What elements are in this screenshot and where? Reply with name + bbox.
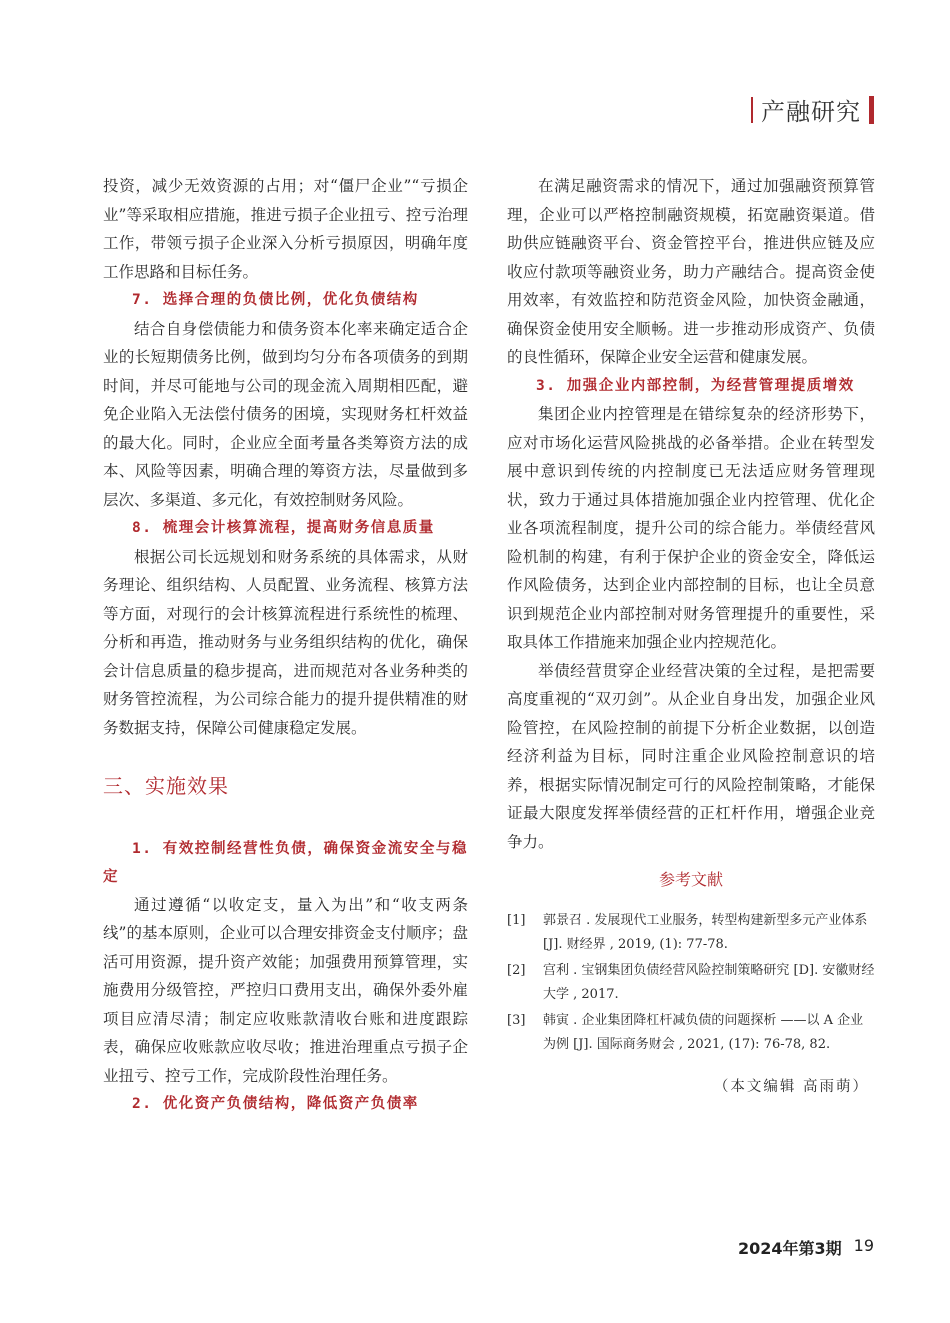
references-list [507,909,875,1057]
reference-item [507,959,875,1007]
left-column [103,172,468,1119]
issue-label: 2024年第3期 [737,1239,842,1258]
editor-credit: （本文编辑 高雨萌） [713,1078,869,1095]
page-footer [738,1236,874,1259]
paragraph-s3: 集团企业内控管理是在错综复杂的经济形势下，应对市场化运营风险挑战的必备举措。企业在转型发展中意识到传统的内控制度已无法适应财务管理现状，致力于通过具体措施加强企业内控管理、优化企业各项流程制度，提升公司的综合能力。举债经营风险机制的构建，有利于保护企业的资金安全，降低运作风险债务，达到企业内部控制的目标，也让全员意识到规范企业内部控制对财务管理提升的重要性，采取具体工作措施来加强企业内控规范化。 [507,405,875,651]
header-divider-right [869,96,874,124]
paragraph-s1: 通过遵循“以收定支，量入为出”和“收支两条线”的基本原则，企业可以合理安排资金支付顺序；盘活可用资源，提升资产效能；加强费用预算管理，实施费用分级管控，严控归口费用支出，确保外委外雇项目应清尽清；制定应收账款清收台账和进度跟踪表，确保应收账款应收尽收；推进治理重点亏损子企业扭亏、控亏工作，完成阶段性治理任务。 [103,895,468,1085]
reference-item [507,1009,875,1057]
column-header [751,92,874,127]
reference-number: [1] [507,912,526,928]
reference-number: [2] [507,962,526,978]
paragraph-last: 举债经营贯穿企业经营决策的全过程，是把需要高度重视的“双刃剑”。从企业自身出发，加强企业风险管控，在风险控制的前提下分析企业数据，以创造经济利益为目标，同时注重企业风险控制意识的培养，根据实际情况制定可行的风险控制策略，才能保证最大限度发挥举债经营的正杠杆作用，增强企业竞争力。 [507,661,875,851]
right-column [507,172,875,1101]
subheading-7: 7. 选择合理的负债比例，优化负债结构 [132,292,419,308]
subheading-s1: 1. 有效控制经营性负债，确保资金流安全与稳定 [103,840,468,885]
subheading-s3: 3. 加强企业内部控制，为经营管理提质增效 [536,377,855,394]
section-heading-3: 三、实施效果 [103,774,229,798]
references-title: 参考文献 [658,870,723,889]
paragraph-intro: 投资，减少无效资源的占用；对“僵尸企业”“亏损企业”等采取相应措施，推进亏损子企业扭亏、控亏治理工作，带领亏损子企业深入分析亏损原因，明确年度工作思路和目标任务。 [103,177,468,281]
reference-number: [3] [507,1012,526,1028]
header-divider-left [751,97,753,123]
reference-text: 郭景召 . 发展现代工业服务，转型构建新型多元产业体系 [J]. 财经界 , 2019, (1): 77-78. [543,912,868,952]
paragraph-8: 根据公司长远规划和财务系统的具体需求，从财务理论、组织结构、人员配置、业务流程、核算方法等方面，对现行的会计核算流程进行系统性的梳理、分析和再造，推动财务与业务组织结构的优化，确保会计信息质量的稳步提高，进而规范对各业务种类的财务管控流程，为公司综合能力的提升提供精准的财务数据支持，保障公司健康稳定发展。 [103,547,468,737]
subheading-s2: 2. 优化资产负债结构，降低资产负债率 [132,1096,419,1112]
column-title: 产融研究 [761,98,861,126]
paragraph-r1: 在满足融资需求的情况下，通过加强融资预算管理，企业可以严格控制融资规模，拓宽融资渠道。借助供应链融资平台、资金管控平台，推进供应链及应收应付款项等融资业务，助力产融结合。提高资金使用效率，有效监控和防范资金风险，加快资金融通，确保资金使用安全顺畅。进一步推动形成资产、负债的良性循环，保障企业安全运营和健康发展。 [507,177,875,366]
reference-text: 宫利 . 宝钢集团负债经营风险控制策略研究 [D]. 安徽财经大学 , 2017. [543,962,875,1002]
subheading-8: 8. 梳理会计核算流程，提高财务信息质量 [132,520,435,536]
reference-item [507,909,875,957]
page-number: 19 [853,1236,874,1255]
paragraph-7: 结合自身偿债能力和债务资本化率来确定适合企业的长短期债务比例，做到均匀分布各项债务的到期时间，并尽可能地与公司的现金流入周期相匹配，避免企业陷入无法偿付债务的困境，实现财务杠杆效益的最大化。同时，企业应全面考量各类筹资方法的成本、风险等因素，明确合理的筹资方法，尽量做到多层次、多渠道、多元化，有效控制财务风险。 [103,319,468,509]
reference-text: 韩寅 . 企业集团降杠杆减负债的问题探析 ——以 A 企业为例 [J]. 国际商务财会 , 2021, (17): 76-78, 82. [543,1012,864,1052]
